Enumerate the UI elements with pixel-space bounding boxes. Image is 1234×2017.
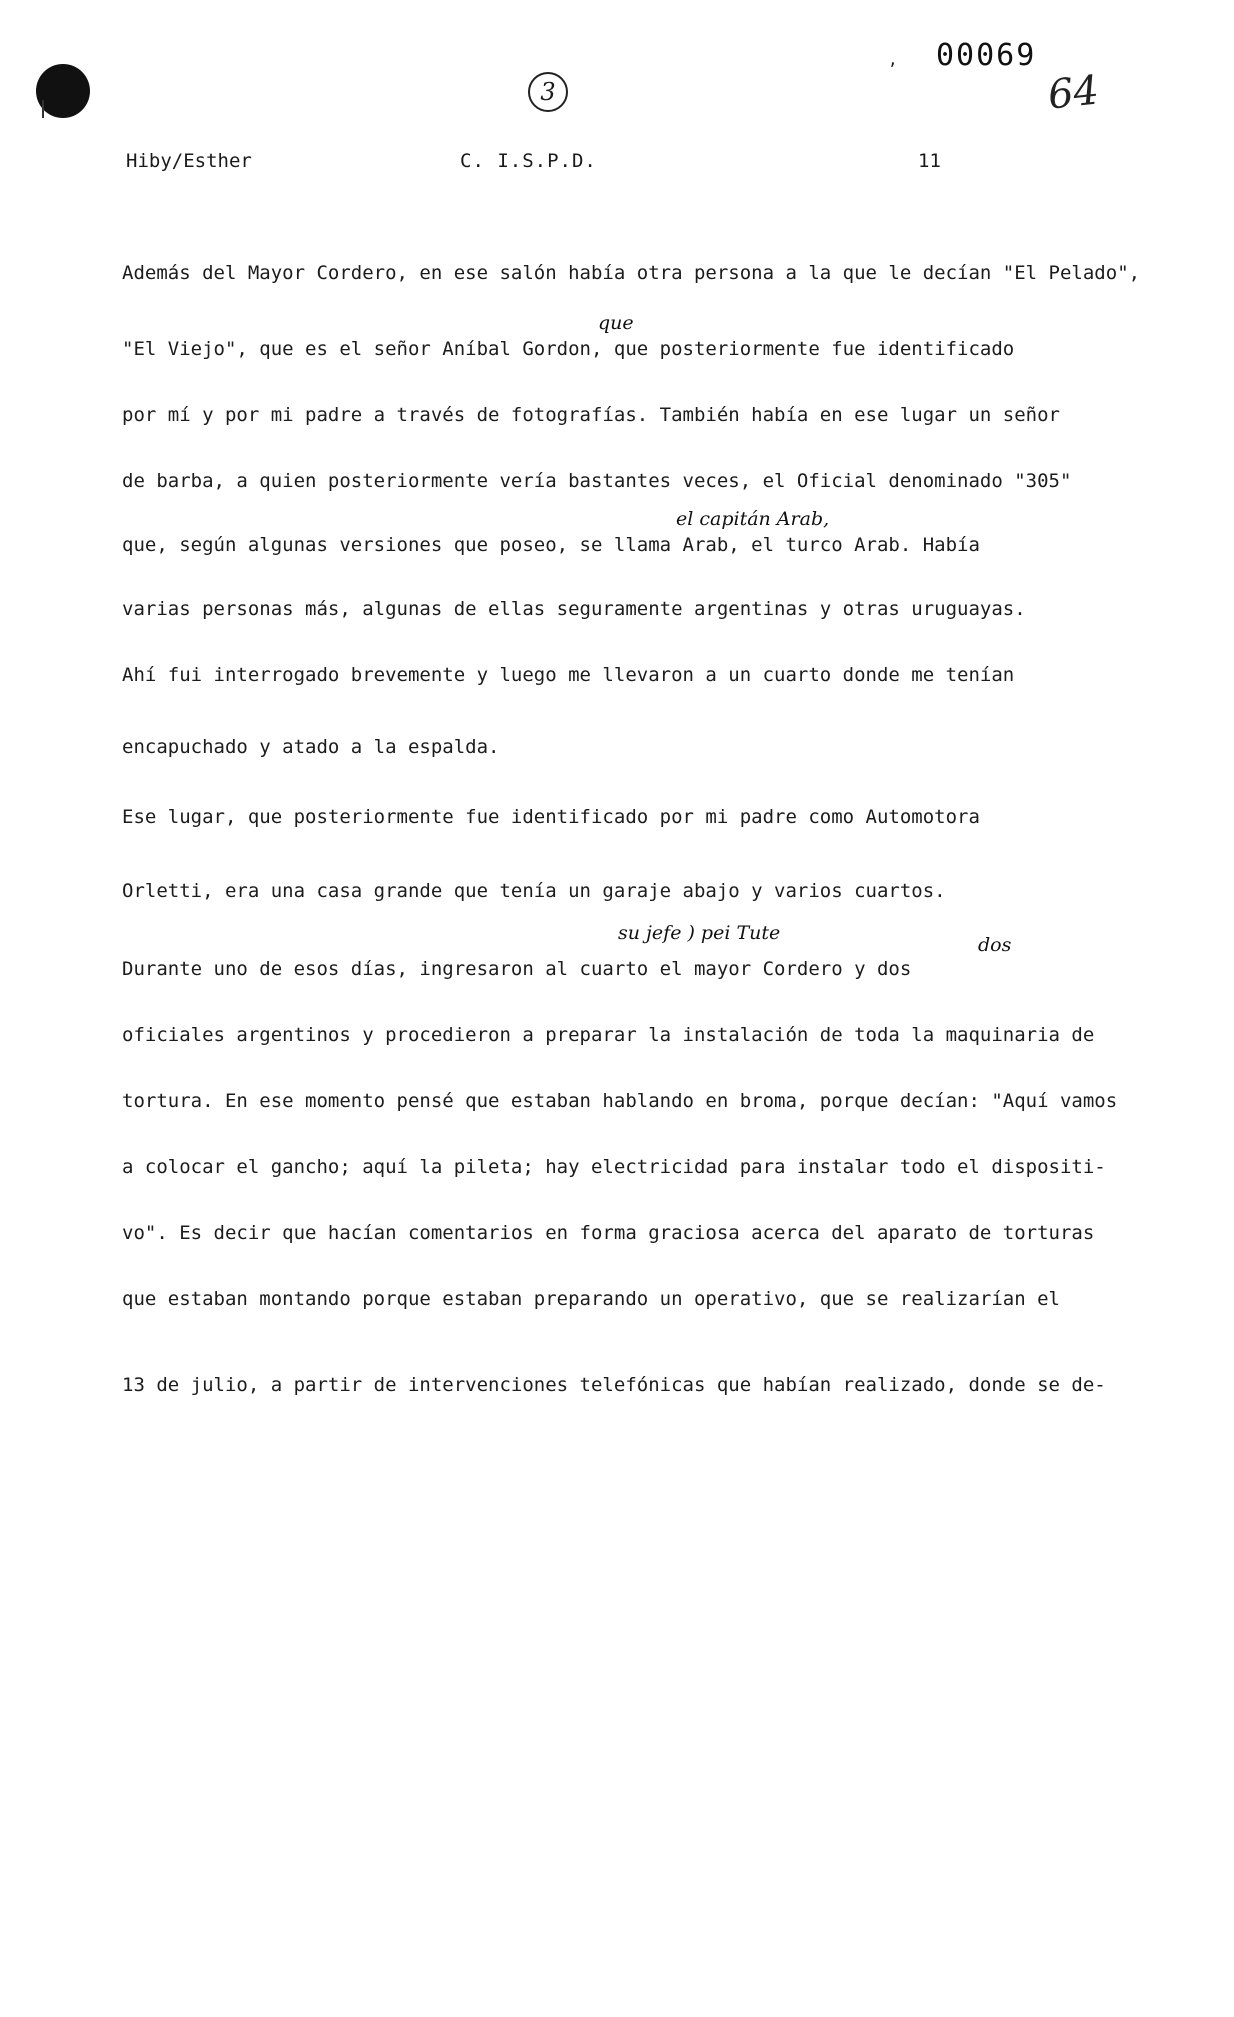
page-number: 11 xyxy=(918,150,941,172)
circled-page-number: 3 xyxy=(528,72,568,112)
handwritten-initial: 64 xyxy=(1045,67,1102,119)
typist-initials: Hiby/Esther xyxy=(126,150,252,172)
body-line: Durante uno de esos días, ingresaron al cuarto el mayor Cordero y dos xyxy=(122,958,912,980)
margin-mark xyxy=(42,100,44,118)
body-line: que, según algunas versiones que poseo, se llama Arab, el turco Arab. Había xyxy=(122,534,980,556)
body-line: oficiales argentinos y procedieron a preparar la instalación de toda la maquinaria de xyxy=(122,1024,1095,1046)
body-line: por mí y por mi padre a través de fotografías. También había en ese lugar un señor xyxy=(122,404,1060,426)
body-line: "El Viejo", que es el señor Aníbal Gordon, que posteriormente fue identificado xyxy=(122,338,1015,360)
handwritten-dos: dos xyxy=(978,934,1012,956)
body-line: tortura. En ese momento pensé que estaban hablando en broma, porque decían: "Aquí vamos xyxy=(122,1090,1118,1112)
body-line: vo". Es decir que hacían comentarios en forma graciosa acerca del aparato de torturas xyxy=(122,1222,1095,1244)
organization-code: C. I.S.P.D. xyxy=(460,150,597,172)
handwritten-capitan-arab: el capitán Arab, xyxy=(676,508,830,530)
body-line: 13 de julio, a partir de intervenciones telefónicas que habían realizado, donde se de- xyxy=(122,1374,1106,1396)
handwritten-que: que xyxy=(598,312,634,334)
body-line: a colocar el gancho; aquí la pileta; hay electricidad para instalar todo el dispositi- xyxy=(122,1156,1106,1178)
body-line: encapuchado y atado a la espalda. xyxy=(122,736,500,758)
body-line: Ese lugar, que posteriormente fue identificado por mi padre como Automotora xyxy=(122,806,980,828)
body-line: que estaban montando porque estaban preparando un operativo, que se realizarían el xyxy=(122,1288,1060,1310)
handwritten-insertion: su jefe ) pei Tute xyxy=(618,922,781,944)
body-line: Ahí fui interrogado brevemente y luego me llevaron a un cuarto donde me tenían xyxy=(122,664,1015,686)
body-line: varias personas más, algunas de ellas seguramente argentinas y otras uruguayas. xyxy=(122,598,1026,620)
body-line: Además del Mayor Cordero, en ese salón había otra persona a la que le decían "El Pelado", xyxy=(122,262,1141,284)
body-line: de barba, a quien posteriormente vería bastantes veces, el Oficial denominado "305" xyxy=(122,470,1072,492)
doc-number-tick: , xyxy=(888,50,898,69)
body-line: Orletti, era una casa grande que tenía un garaje abajo y varios cuartos. xyxy=(122,880,946,902)
punch-hole xyxy=(36,64,90,118)
document-number: 00069 xyxy=(936,38,1037,73)
